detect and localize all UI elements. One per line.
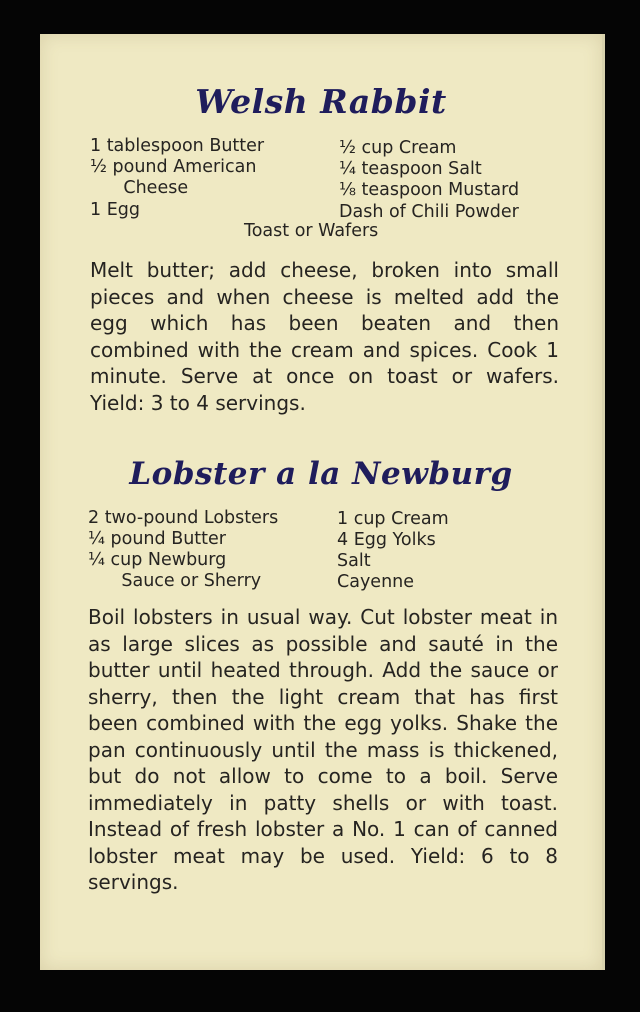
ingredient-line: 2 two-pound Lobsters [88,508,279,528]
ingredient-line: ¼ pound Butter [88,529,226,549]
ingredient-line: ¼ teaspoon Salt [339,159,482,179]
ingredient-line: 1 cup Cream [337,509,449,529]
recipe-instructions-lobster-newburg: Boil lobsters in usual way. Cut lobster meat in as large slices as possible and sauté in the butter until heated through. Add the sauce or sherry, then the light cream that has first been combined with the egg yolks. Shake the pan continuously until the mass is thickened, but do not allow to come to a boil. Serve immediately in patty shells or with toast. Instead of fresh lobster a No. 1 can of canned lobster meat may be used. Yield: 6 to 8 servings. [88,605,558,894]
ingredient-line: Salt [337,551,371,571]
recipe-title-welsh-rabbit: Welsh Rabbit [195,82,447,121]
ingredient-line: Dash of Chili Powder [339,202,519,222]
recipe-instructions-welsh-rabbit: Melt butter; add cheese, broken into small pieces and when cheese is melted add the egg which has been beaten and then combined with the cream and spices. Cook 1 minute. Serve at once on toast or wafers. Yield: 3 to 4 servings. [90,258,559,415]
ingredient-line: ½ pound American [90,157,257,177]
ingredient-line: ¼ cup Newburg [88,550,227,570]
ingredient-line: Cheese [90,178,189,198]
recipe-title-lobster-newburg: Lobster a la Newburg [129,456,513,492]
ingredient-line: Cayenne [337,572,415,592]
ingredient-line: 1 Egg [90,200,140,220]
ingredient-line: 1 tablespoon Butter [90,136,265,156]
recipe-card [40,34,605,970]
ingredient-line: ⅛ teaspoon Mustard [339,180,520,200]
ingredient-line: 4 Egg Yolks [337,530,436,550]
ingredient-line: ½ cup Cream [339,138,457,158]
ingredient-line: Sauce or Sherry [88,571,262,591]
ingredient-line-centered: Toast or Wafers [244,221,379,241]
